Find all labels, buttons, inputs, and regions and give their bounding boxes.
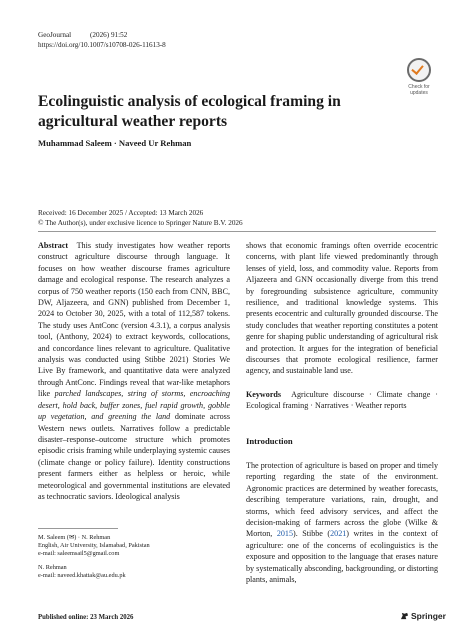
citation-link-2021[interactable]: 2021 [330, 529, 347, 539]
keywords-label: Keywords [246, 389, 282, 399]
email-rehman[interactable]: e-mail: naveed.khattak@au.edu.pk [38, 572, 126, 580]
journal-volume: (2026) 91:52 [90, 31, 128, 39]
abstract-italic-phrases: parched landscapes, string of storms, encroaching desert, hold back, buffer zones, fuel rapid growth, gobble up vegetation, and greening the land [38, 389, 230, 422]
author-name-rehman: N. Rehman [38, 564, 67, 571]
published-online-date: Published online: 23 March 2026 [38, 614, 134, 621]
springer-horse-icon [400, 612, 409, 620]
header-divider [38, 231, 436, 232]
affiliation-line: English, Air University, Islamabad, Pakistan [38, 542, 150, 550]
author-list: Muhammad Saleem · Naveed Ur Rehman [38, 138, 192, 148]
introduction-heading: Introduction [246, 436, 293, 446]
doi-link[interactable]: https://doi.org/10.1007/s10708-026-11613-8 [38, 41, 166, 49]
copyright-notice: © The Author(s), under exclusive licence to Springer Nature B.V. 2026 [38, 219, 243, 227]
received-accepted-dates: Received: 16 December 2025 / Accepted: 13 March 2026 [38, 209, 204, 217]
author-names-line: M. Saleem (✉) · N. Rehman [38, 534, 111, 541]
check-for-updates-badge[interactable] [402, 58, 436, 96]
abstract-continuation: shows that economic framings often override ecocentric concerns, with plant life viewed predominantly through lenses of yield, loss, and commodity value. Reports from Aljazeera and GNN occasionally diverge from this trend by foregrounding subsistence agriculture, community resilience, and traditional knowledge systems. This presents ecocentric and culturally grounded discourse. The study concludes that weather reporting constitutes a potent genre for shaping public understanding of agricultural risk and protection. It argues for the integration of beneficial discourses that promote ecological resilience, farmer agency, and sustainable land use. [246, 241, 438, 376]
journal-header [38, 30, 166, 50]
keywords-block [246, 389, 438, 412]
check-updates-icon [407, 58, 431, 82]
check-updates-label: Check for updates [408, 84, 430, 96]
publisher-name: Springer [411, 611, 446, 621]
paper-title: Ecolinguistic analysis of ecological framing in agricultural weather reports [38, 93, 341, 130]
keywords-list: Agriculture discourse · Climate change · Ecological framing · Narratives · Weather reports [246, 389, 438, 411]
footnote-divider [38, 528, 118, 529]
abstract-label: Abstract [38, 241, 69, 250]
abstract-right-column [246, 240, 438, 412]
springer-logo [400, 611, 446, 621]
affiliation-footnote-2 [38, 564, 126, 580]
citation-link-2015[interactable]: 2015 [276, 529, 293, 539]
email-saleem[interactable]: e-mail: saleemsail5@gmail.com [38, 550, 120, 558]
introduction-body: The protection of agriculture is based on proper and timely reporting regarding the state of the environment. Agronomic practices are determined by weather forecasts, describing temperature variations, rain, drought, and storms, which feed advisory services, and affect the decision-making of farmers across the globe (Wilke & Morton, 2015). Stibbe (2021) writes in the context of agriculture: one of the concerns of ecolinguistics is the exposure and opposition to the language that erases nature by systematically absconding, backgrounding, or distorting plants, animals, [246, 461, 439, 585]
journal-name: GeoJournal [38, 31, 72, 39]
article-meta [38, 208, 243, 228]
abstract-body: Abstract This study investigates how weather reports construct agriculture discourse through language. It focuses on how weather discourse frames agriculture damage and ecological response. The research analyzes a corpus of 750 weather reports (150 each from CNN, BBC, DW, Aljazeera, and GNN) published from December 1, 2024 to October 30, 2025, with a total of 112,587 tokens. The study uses AntConc (version 4.3.1), a corpus analysis tool, (Anthony, 2024) to extract keywords, collocations, and concordance lines relevant to agriculture. Qualitative analysis was conducted using Stibbe 2021) Stories We Live By framework, and quantitative data were analyzed through AntConc. Findings reveal that war-like metaphors like parched landscapes, string of storms, encroaching desert, hold back, buffer zones, fuel rapid growth, gobble up vegetation, and greening the land dominate across Western news outlets. Narratives follow a predictable disaster–response–outcome structure which promotes episodic crisis framing while underplaying systemic causes (climate change or policy failure). Identity constructions present farmers either as helpless or heroic, while meteorological and governmental institutions are elevated as technocratic saviors. Ideological analysis [38, 241, 230, 501]
abstract-left-column [38, 240, 230, 502]
affiliation-footnote-1 [38, 534, 150, 559]
